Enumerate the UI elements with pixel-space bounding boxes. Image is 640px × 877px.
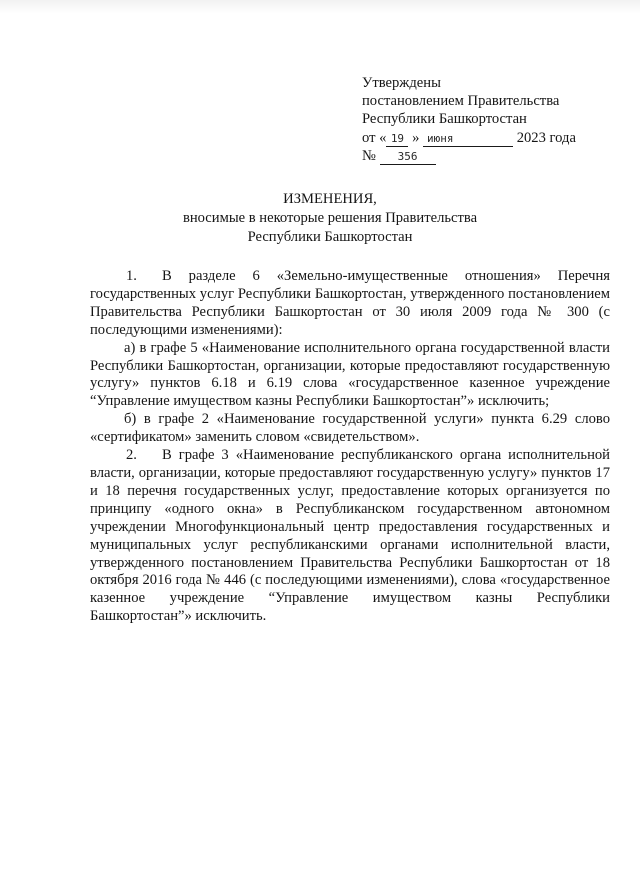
approval-date-line bbox=[362, 129, 622, 147]
item-1 bbox=[90, 268, 610, 340]
heading-subtitle-line1: вносимые в некоторые решения Правительства bbox=[182, 210, 478, 226]
item-1-number: 1. bbox=[126, 268, 137, 284]
date-month-field: июня bbox=[423, 132, 513, 147]
approval-number-line bbox=[362, 147, 622, 165]
approval-line-decree: постановлением Правительства bbox=[362, 93, 560, 110]
item-2-number: 2. bbox=[126, 447, 137, 464]
approval-block bbox=[362, 74, 622, 165]
scan-edge-shadow bbox=[0, 0, 640, 14]
heading-title: ИЗМЕНЕНИЯ, bbox=[283, 191, 377, 207]
item-2 bbox=[90, 447, 610, 626]
date-prefix: от « bbox=[362, 129, 387, 146]
heading-subtitle-line2: Республики Башкортостан bbox=[247, 229, 413, 245]
document-heading bbox=[150, 190, 510, 247]
item-2-text: В графе 3 «Наименование республиканского органа исполнительной власти, организации, которые предоставляют государственную услугу» пунктов 17 и 18 перечня государственных услуг, предоставление которых организуется по принципу «одного окна» в Республиканском государственном автономном учреждении Многофункциональный центр предоставления государственных и муниципальных услуг республиканскими органами исполнительной власти, утвержденного постановлением Правительства Республики Башкортостан от 18 октября 2016 года № 446 (с последующими изменениями), слова «государственное казенное учреждение “Управление имуществом казны Республики Башкортостан”» исключить. bbox=[90, 447, 610, 625]
date-year: 2023 года bbox=[516, 129, 576, 146]
document-body bbox=[90, 268, 610, 626]
decree-number-field: 356 bbox=[380, 150, 436, 165]
number-prefix: № bbox=[362, 147, 376, 164]
item-1-text: В разделе 6 «Земельно-имущественные отношения» Перечня государственных услуг Республики Башкортостан, утвержденного постановлением Правительства Республики Башкортостан от 30 июля 2009 года № 300 (с последующими изменениями): bbox=[90, 268, 610, 338]
approval-line-approved: Утверждены bbox=[362, 75, 441, 91]
item-1-subitem-a: а) в графе 5 «Наименование исполнительного органа государственной власти Республики Башкортостан, организации, которые предоставляют государственную услугу» пунктов 6.18 и 6.19 слова «государственное казенное учреждение “Управление имуществом казны Республики Башкортостан”» исключить; bbox=[90, 339, 610, 410]
item-1-subitem-b: б) в графе 2 «Наименование государственной услуги» пункта 6.29 слово «сертификатом» заменить словом «свидетельством». bbox=[90, 411, 610, 446]
approval-line-republic: Республики Башкортостан bbox=[362, 111, 527, 128]
date-mid: » bbox=[412, 129, 420, 146]
date-day-field: 19 bbox=[386, 132, 408, 147]
